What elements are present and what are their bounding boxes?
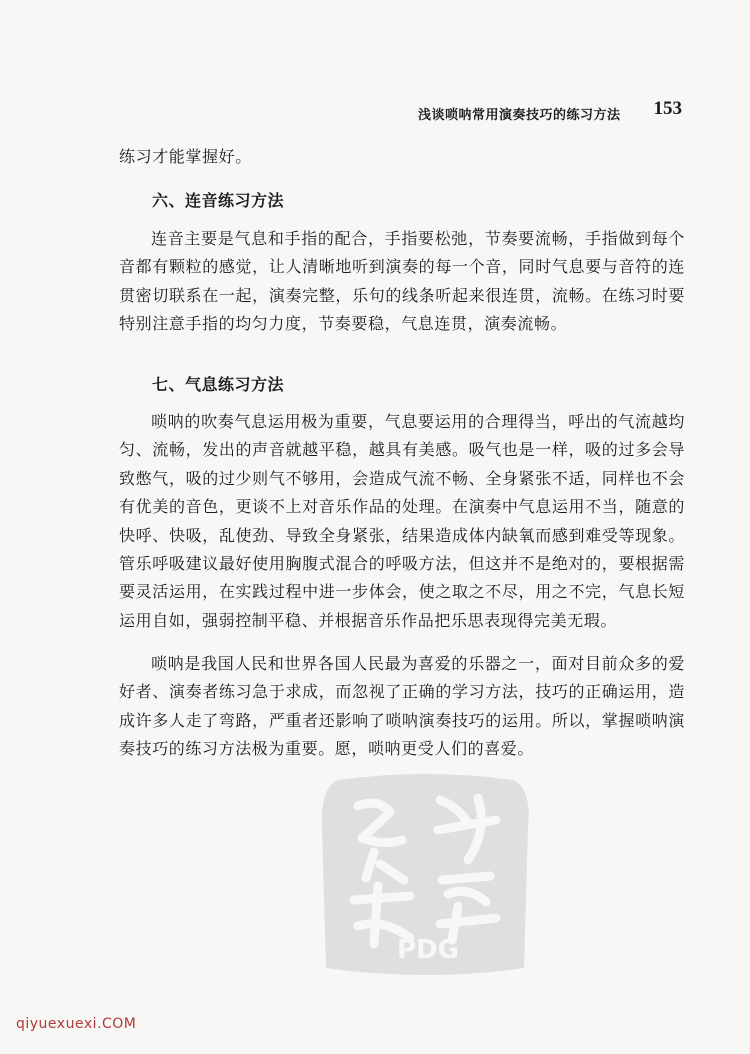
section-7-paragraph-1: 唢呐的吹奏气息运用极为重要，气息要运用的合理得当，呼出的气流越均匀、流畅，发出的声音就越平稳，越具有美感。吸气也是一样，吸的过多会导致憋气，吸的过少则气不够用，会造成气流不畅、全身紧张不适，同样也不会有优美的音色，更谈不上对音乐作品的处理。在演奏中气息运用不当，随意的快呼、快吸，乱使劲、导致全身紧张，结果造成体内缺氧而感到难受等现象。管乐呼吸建议最好使用胸腹式混合的呼吸方法，但这并不是绝对的，要根据需要灵活运用，在实践过程中进一步体会，使之取之不尽，用之不完，气息长短运用自如，强弱控制平稳、并根据音乐作品把乐思表现得完美无瑕。 bbox=[119, 412, 685, 630]
running-header bbox=[418, 98, 684, 124]
paragraph-continued: 练习才能掌握好。 bbox=[119, 147, 252, 166]
footer-site-name: qiyuexuexi.COM bbox=[16, 1016, 137, 1032]
section-heading-7: 七、气息练习方法 bbox=[152, 375, 285, 394]
page-number: 153 bbox=[653, 98, 682, 119]
seal-label: PDG bbox=[397, 935, 459, 965]
header-title: 浅谈唢呐常用演奏技巧的练习方法 bbox=[418, 108, 621, 123]
section-7-paragraph-2: 唢呐是我国人民和世界各国人民最为喜爱的乐器之一，面对目前众多的爱好者、演奏者练习急于求成，而忽视了正确的学习方法，技巧的正确运用，造成许多人走了弯路，严重者还影响了唢呐演奏技巧的运用。所以，掌握唢呐演奏技巧的练习方法极为重要。愿，唢呐更受人们的喜爱。 bbox=[119, 654, 685, 759]
section-6-paragraph: 连音主要是气息和手指的配合，手指要松弛，节奏要流畅，手指做到每个音都有颗粒的感觉，让人清晰地听到演奏的每一个音，同时气息要与音符的连贯密切联系在一起，演奏完整，乐句的线条听起来很连贯，流畅。在练习时要特别注意手指的均匀力度，节奏要稳，气息连贯，演奏流畅。 bbox=[119, 229, 685, 334]
section-heading-6: 六、连音练习方法 bbox=[152, 191, 285, 210]
seal-watermark-icon bbox=[318, 768, 533, 980]
